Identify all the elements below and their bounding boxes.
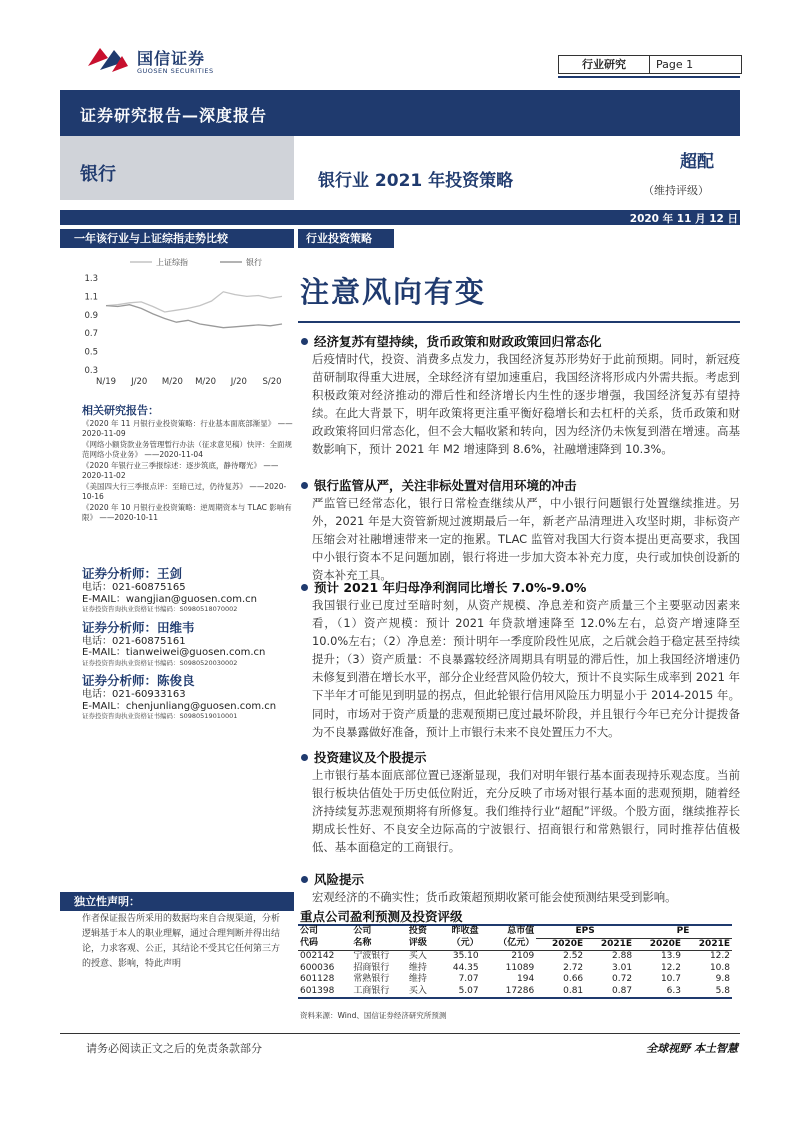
report-category: 行业研究 — [559, 56, 650, 73]
x-tick-label: N/19 — [95, 377, 117, 387]
y-tick-label: 1.1 — [84, 292, 98, 303]
related-item: 《美国四大行三季报点评：至暗已过，仍待复苏》 ——2020-10-16 — [82, 481, 287, 501]
related-item: 《2020 年银行业三季报综述：逐步筑底，静待曙光》 ——2020-11-02 — [82, 460, 279, 480]
table-cell: 600036 — [300, 962, 335, 973]
table-cell: 维持 — [408, 962, 427, 973]
x-tick-label: J/20 — [230, 377, 247, 387]
section-regulation — [300, 477, 740, 584]
table-header: 公司 — [353, 926, 372, 937]
table-cell: 2.88 — [612, 951, 633, 961]
table-cell: 0.66 — [563, 974, 584, 984]
table-header: 昨收盘 — [451, 926, 479, 937]
related-heading: 相关研究报告： — [82, 404, 159, 417]
analyst-email: E-MAIL：tianweiwei@guosen.com.cn — [82, 647, 266, 658]
table-source: 资料来源：Wind、国信证券经济研究所预测 — [300, 1011, 447, 1020]
table-cell: 002142 — [300, 951, 335, 961]
table-header: 名称 — [353, 938, 372, 949]
section-body: 上市银行基本面底部位置已逐渐显现，我们对明年银行基本面表现持乐观态度。当前银行板块估值处于历史低位附近，充分反映了市场对银行基本面的悲观预期，随着经济持续复苏悲观预期将有所修复。我们维持行业“超配”评级。个股方面，继续推荐长期成长性好、不良安全边际高的宁波银行、招商银行和常熟银行，同时推荐估值极低、基本面稳定的工商银行。 — [312, 768, 740, 855]
y-tick-label: 0.3 — [84, 366, 98, 376]
section-body: 严监管已经常态化，银行日常检查继续从严，中小银行问题银行处置继续推进。另外，2021 年是大资管新规过渡期最后一年，新老产品清理进入攻坚时期，非标资产压缩会对社融增速带来一定的拖累。TLAC 监管对我国大行资本提出更高要求，我国中小银行资本不足问题加剧，银行将进一步加大资本补充力度，央行或加快创设新的资本补充工具。 — [312, 496, 740, 583]
table-title: 重点公司盈利预测及投资评级 — [300, 909, 463, 924]
section-body: 后疫情时代，投资、消费多点发力，我国经济复苏形势好于此前预期。同时，新冠疫苗研制取得重大进展，全球经济有望加速重启，我国经济将形成内外需共振。考虑到积极政策对经济推动的滞后性和经济增长内生性的逐步增强，我国经济复苏有望持续。在此大背景下，明年政策将更注重平衡好稳增长和去杠杆的关系，货币政策和财政政策将回归常态化，但不会大幅收紧和转向，因为经济仍未恢复到潜在增速。高基数影响下，预计 2021 年 M2 增速降到 8.6%，社融增速降到 10.3%。 — [312, 352, 740, 457]
table-cell: 10.7 — [660, 974, 681, 984]
table-cell: 17286 — [505, 985, 535, 996]
section-title: 风险提示 — [300, 871, 740, 888]
table-cell: 0.87 — [612, 985, 633, 996]
section-body: 宏观经济的不确实性；货币政策超预期收紧可能会使预测结果受到影响。 — [312, 890, 677, 904]
table-cell: 常熟银行 — [353, 974, 390, 984]
y-tick-label: 0.9 — [84, 310, 98, 321]
table-header: 总市值 — [507, 926, 535, 937]
analyst-phone: 电话：021-60875165 — [82, 582, 186, 593]
forecast-table — [298, 924, 732, 999]
analyst-cert: 证券投资咨询执业资格证书编码：S0980518070002 — [82, 605, 238, 613]
analyst-name: 证券分析师：田维韦 — [82, 619, 195, 635]
table-header-row — [298, 938, 732, 951]
table-cell: 6.3 — [666, 985, 681, 996]
table-cell: 0.72 — [612, 974, 633, 984]
section-body: 我国银行业已度过至暗时刻，从资产规模、净息差和资产质量三个主要驱动因素来看，（1）资产规模：预计 2021 年贷款增速降至 12.0%左右，总资产增速降至 10.0%左右；（2）净息差：预计明年一季度阶段性见底，之后就会趋于稳定甚至持续提升；（3）资产质量：不良暴露较经济周期具有明显的滞后性，加上我国经济增速仍未修复到潜在增长水平，部分企业经营风险仍较大，预计不良实际生成率到 2021 年下半年才可能见到明显的拐点，但此轮银行信用风险压力明显小于 2014-2015 年。同时，市场对于资产质量的悲观预期已度过最坏阶段，并且银行今年已充分计提拨备为不良暴露做好准备，预计上市银行未来不良处置压力不大。 — [312, 598, 740, 739]
table-header: 公司 — [300, 926, 319, 937]
table-cell: 买入 — [408, 985, 427, 996]
analyst-block — [82, 618, 294, 669]
y-tick-label: 0.7 — [84, 329, 98, 340]
series-line — [106, 305, 282, 328]
table-header: 2021E — [698, 938, 730, 949]
report-type: 证券研究报告—深度报告 — [80, 106, 268, 125]
table-cell: 10.8 — [709, 962, 730, 973]
legend-label: 上证综指 — [156, 258, 188, 267]
table-cell: 35.10 — [452, 951, 479, 961]
table-header: EPS — [536, 925, 634, 938]
section-title: 投资建议及个股提示 — [300, 749, 740, 766]
logo-text: 国信证券 — [137, 49, 206, 68]
index-comparison-chart — [72, 252, 292, 388]
legend-label: 银行 — [246, 258, 262, 267]
analyst-name: 证券分析师：王剑 — [82, 566, 183, 581]
headline-divider — [298, 321, 740, 323]
table-header: （亿元） — [498, 938, 535, 949]
independence-statement: 作者保证报告所采用的数据均来自合规渠道，分析逻辑基于本人的职业理解，通过合理判断并得出结论，力求客观、公正，其结论不受其它任何第三方的授意、影响，特此声明 — [82, 914, 281, 969]
table-cell: 2.52 — [563, 951, 584, 961]
table-cell: 9.8 — [715, 974, 730, 984]
table-cell: 工商银行 — [353, 985, 390, 996]
table-row — [298, 963, 732, 975]
table-cell: 13.9 — [660, 951, 681, 961]
section-title: 经济复苏有望持续，货币政策和财政政策回归常态化 — [300, 333, 740, 350]
table-cell: 601128 — [300, 974, 335, 984]
independence-header — [60, 892, 294, 911]
page-number: Page 1 — [656, 58, 694, 71]
chart-header — [60, 229, 294, 248]
table-cell: 0.81 — [563, 985, 584, 996]
section-profit — [300, 579, 740, 741]
table-cell: 12.2 — [709, 951, 730, 961]
x-tick-label: M/20 — [195, 377, 217, 387]
analyst-list — [82, 561, 294, 722]
footer-divider — [60, 1033, 740, 1034]
table-cell: 5.8 — [715, 985, 730, 996]
table-cell: 7.07 — [458, 974, 479, 984]
table-cell: 2109 — [511, 951, 535, 961]
related-item: 《网络小额贷款业务管理暂行办法（征求意见稿）快评：全面规范网络小贷业务》 ——2020-11-04 — [82, 439, 292, 459]
independence-heading: 独立性声明： — [74, 895, 140, 908]
series-line — [106, 292, 282, 312]
table-cell: 12.2 — [660, 962, 681, 973]
table-header: PE — [634, 925, 732, 938]
analyst-block — [82, 564, 294, 615]
analyst-cert: 证券投资咨询执业资格证书编码：S0980520030002 — [82, 658, 238, 667]
table-cell: 招商银行 — [353, 962, 390, 973]
analyst-phone: 电话：021-60933163 — [82, 689, 186, 700]
table-header: 2021E — [600, 938, 633, 949]
table-cell: 3.01 — [612, 962, 633, 973]
logo-text-en: GUOSEN SECURITIES — [137, 67, 214, 75]
headline: 注意风向有变 — [300, 275, 487, 309]
report-title: 银行业 2021 年投资策略 — [318, 171, 514, 191]
analyst-phone: 电话：021-60875161 — [82, 635, 186, 647]
related-item: 《2020 年 10 月银行业投资策略：逆周期资本与 TLAC 影响有限》 ——2020-10-11 — [82, 502, 292, 522]
table-cell: 5.07 — [458, 985, 479, 996]
table-header: 评级 — [408, 938, 427, 949]
table-cell: 601398 — [300, 985, 335, 996]
analyst-email: E-MAIL：chenjunliang@guosen.com.cn — [82, 700, 277, 712]
table-header: 投资 — [408, 926, 427, 937]
table-cell: 宁波银行 — [353, 951, 390, 961]
rating-note: （维持评级） — [643, 184, 709, 197]
y-tick-label: 0.5 — [84, 347, 98, 358]
sector-name: 银行 — [80, 164, 116, 185]
footer-disclaimer: 请务必阅读正文之后的免责条款部分 — [86, 1042, 262, 1055]
analyst-name: 证券分析师：陈俊良 — [82, 673, 195, 688]
report-date: 2020 年 11 月 12 日 — [629, 213, 738, 225]
x-tick-label: M/20 — [161, 377, 183, 387]
table-cell: 买入 — [408, 951, 427, 961]
strategy-tag: 行业投资策略 — [298, 229, 394, 248]
section-economy — [300, 333, 740, 459]
related-item: 《2020 年 11 月银行业投资策略：行业基本面底部渐显》 ——2020-11-09 — [82, 418, 293, 438]
header-box — [558, 55, 742, 74]
analyst-cert: 证券投资咨询执业资格证书编码：S0980519010001 — [82, 712, 238, 720]
table-cell: 44.35 — [452, 962, 479, 973]
analyst-email: E-MAIL：wangjian@guosen.com.cn — [82, 593, 257, 605]
table-header: 代码 — [300, 938, 319, 949]
y-tick-label: 1.3 — [84, 274, 98, 284]
header-divider — [558, 76, 740, 78]
section-title: 银行监管从严，关注非标处置对信用环境的冲击 — [300, 477, 740, 494]
table-header-row — [298, 925, 732, 938]
section-investment — [300, 749, 740, 856]
rating: 超配 — [680, 152, 714, 172]
table-cell: 11089 — [505, 962, 535, 973]
table-row — [298, 974, 732, 986]
table-header: 2020E — [551, 938, 584, 949]
footer-slogan: 全球视野 本土智慧 — [646, 1042, 738, 1055]
x-tick-label: J/20 — [131, 377, 148, 387]
table-cell: 2.72 — [563, 962, 584, 973]
table-row — [298, 986, 732, 999]
x-tick-label: S/20 — [262, 377, 282, 387]
guosen-logo-icon — [86, 44, 130, 74]
table-cell: 维持 — [408, 974, 427, 984]
related-reports — [82, 406, 294, 524]
table-cell: 194 — [517, 974, 535, 984]
section-title: 预计 2021 年归母净利润同比增长 7.0%-9.0% — [300, 579, 740, 596]
chart-header-label: 一年该行业与上证综指走势比较 — [74, 232, 228, 245]
table-header: 2020E — [649, 938, 681, 949]
analyst-block — [82, 671, 294, 722]
table-row — [298, 951, 732, 963]
section-risk — [300, 871, 740, 906]
table-header: （元） — [451, 938, 479, 949]
